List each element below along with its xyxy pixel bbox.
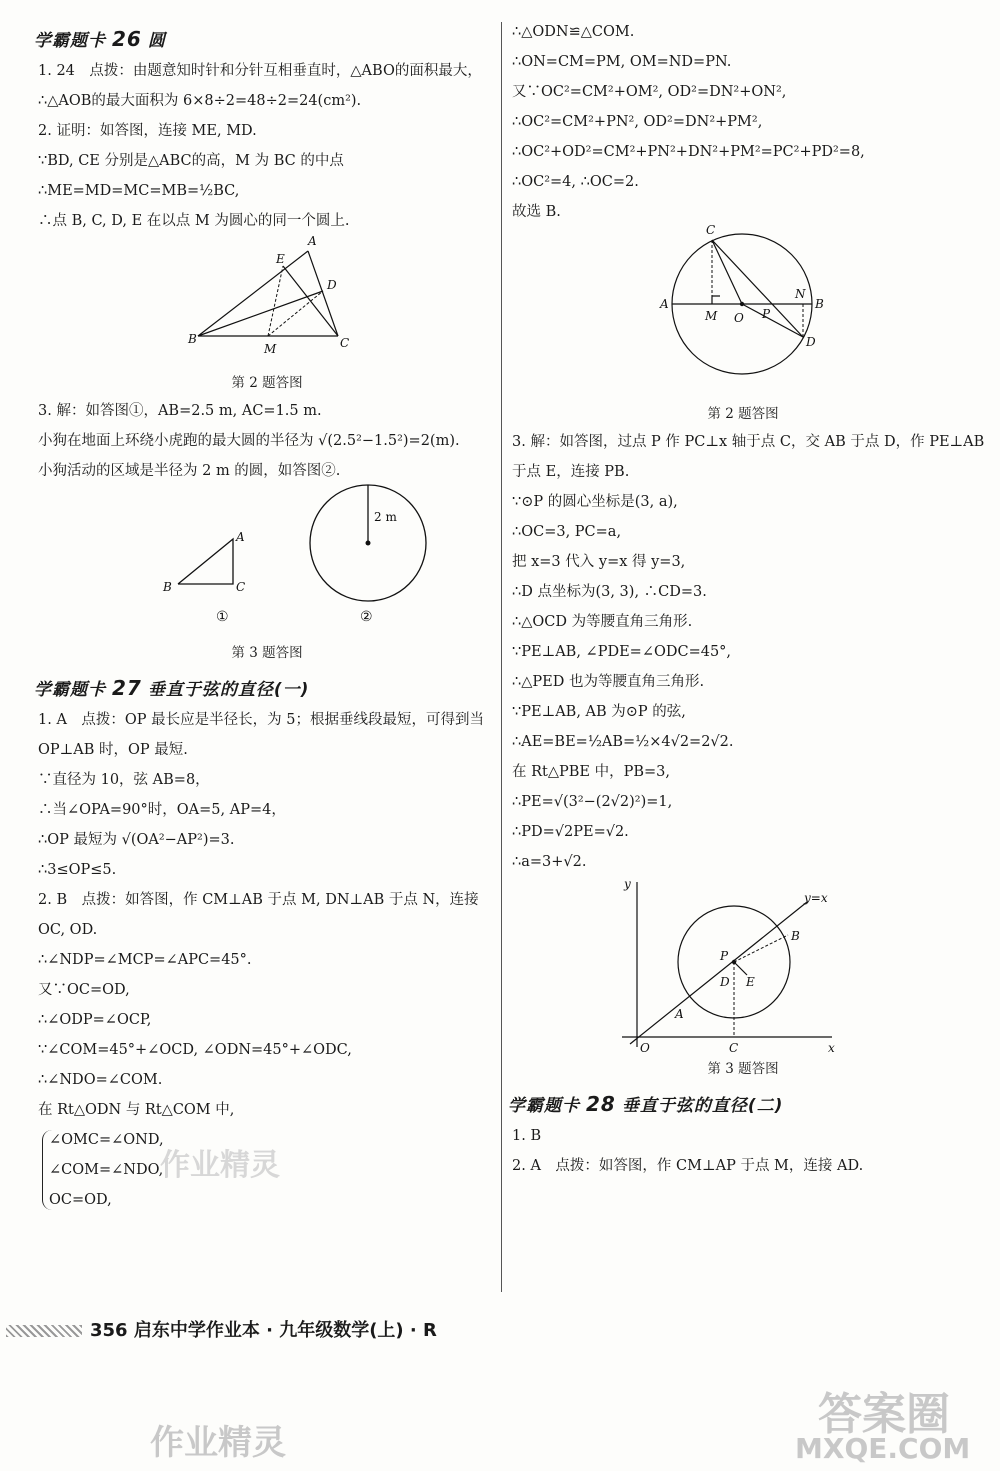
text-line: ∴点 B, C, D, E 在以点 M 为圆心的同一个圆上. [38, 213, 350, 229]
text-line: 3. 解：如答图①，AB=2.5 m, AC=1.5 m. [38, 403, 322, 419]
figure-caption: 第 3 题答图 [707, 1061, 779, 1077]
circle-figure [512, 222, 974, 402]
text-line: ∴ON=CM=PM, OM=ND=PN. [512, 54, 732, 70]
label-d: D [720, 975, 730, 989]
text-line: 1. A 点拨：OP 最长应是半径长，为 5；根据垂线段最短，可得到当 [38, 712, 485, 728]
text-line: 1. B [512, 1128, 542, 1144]
text-line: ∵直径为 10，弦 AB=8， [38, 772, 210, 788]
figure-label-1: ① [216, 609, 229, 625]
text-line: 2. B 点拨：如答图，作 CM⊥AB 于点 M, DN⊥AB 于点 N，连接 [38, 892, 479, 908]
text-line: ∵BD, CE 分别是△ABC的高，M 为 BC 的中点 [38, 153, 344, 169]
text-line: ∴△OCD 为等腰直角三角形. [512, 614, 693, 630]
label-c: C [729, 1041, 739, 1055]
label-m: M [264, 342, 277, 356]
text-line: 3. 解：如答图，过点 P 作 PC⊥x 轴于点 C，交 AB 于点 D，作 PE⊥AB [512, 434, 985, 450]
label-a: A [675, 1007, 684, 1021]
section-number: 26 [112, 27, 142, 51]
text-line: ∴a=3+√2. [512, 854, 587, 870]
equation-system [42, 1130, 164, 1210]
text-line: 2. 证明：如答图，连接 ME, MD. [38, 123, 257, 139]
page-footer [6, 1316, 437, 1342]
text-line: ∴OP 最短为 √(OA²−AP²)=3. [38, 832, 235, 848]
text-line: OP⊥AB 时，OP 最短. [38, 742, 188, 758]
label-o: O [734, 311, 744, 325]
text-line: ∴ME=MD=MC=MB=½BC, [38, 183, 240, 199]
watermark: 作业精灵 [150, 1423, 286, 1463]
label-a: A [660, 297, 669, 311]
label-p: P [720, 949, 729, 963]
label-c: C [236, 580, 246, 594]
text-line: ∴PE=√(3²−(2√2)²)=1, [512, 794, 673, 810]
section-title: 垂直于弦的直径(二) [621, 1096, 784, 1116]
text-line: 又∵OC²=CM²+OM², OD²=DN²+ON², [512, 84, 787, 100]
label-c: C [340, 336, 350, 350]
section-prefix: 学霸题卡 [508, 1096, 580, 1116]
section-prefix: 学霸题卡 [34, 31, 106, 51]
text-line: 小狗在地面上环绕小虎跑的最大圆的半径为 √(2.5²−1.5²)=2(m). [38, 433, 460, 449]
text-line: ∴△PED 也为等腰直角三角形. [512, 674, 705, 690]
text-line: ∠OMC=∠OND, [49, 1132, 164, 1148]
label-x-axis: x [828, 1041, 835, 1055]
section-number: 27 [112, 676, 142, 700]
section-title: 垂直于弦的直径(一) [147, 680, 310, 700]
text-line: ∴D 点坐标为(3, 3), ∴CD=3. [512, 584, 707, 600]
section-26-header [34, 26, 496, 51]
text-line: ∴OC=3, PC=a, [512, 524, 622, 540]
label-b: B [163, 580, 172, 594]
text-line: ∴PD=√2PE=√2. [512, 824, 629, 840]
label-e: E [276, 252, 285, 266]
text-line: 小狗活动的区域是半径为 2 m 的圆，如答图②. [38, 463, 341, 479]
right-column [508, 22, 985, 1176]
figure-caption: 第 2 题答图 [707, 406, 779, 422]
text-line: ∵⊙P 的圆心坐标是(3, a), [512, 494, 678, 510]
text-line: ∴AE=BE=½AB=½×4√2=2√2. [512, 734, 734, 750]
text-line: ∴OC²+OD²=CM²+PN²+DN²+PM²=PC²+PD²=8, [512, 144, 865, 160]
label-a: A [308, 234, 317, 248]
label-o: O [640, 1041, 650, 1055]
text-line: ∴3≤OP≤5. [38, 862, 117, 878]
left-column [34, 22, 496, 1210]
label-e: E [746, 975, 755, 989]
section-number: 28 [586, 1092, 616, 1116]
footer-hatch-decoration [6, 1325, 82, 1337]
text-line: OC, OD. [38, 922, 98, 938]
column-divider [501, 22, 502, 1292]
text-line: OC=OD, [49, 1192, 112, 1208]
text-line: 1. 24 点拨：由题意知时针和分针互相垂直时，△ABO的面积最大， [38, 63, 482, 79]
figure-label-2: ② [360, 609, 373, 625]
label-y-axis: y [624, 877, 631, 891]
label-b: B [188, 332, 197, 346]
text-line: 把 x=3 代入 y=x 得 y=3, [512, 554, 686, 570]
text-line: ∴当∠OPA=90°时，OA=5, AP=4， [38, 802, 286, 818]
watermark: MXQE.COM [795, 1432, 971, 1465]
radius-label: 2 m [374, 510, 397, 524]
section-27-header [34, 675, 496, 700]
label-c: C [706, 223, 716, 237]
triangle-figure [38, 231, 496, 371]
label-m: M [705, 309, 718, 323]
label-b: B [815, 297, 824, 311]
label-y-equals-x: y=x [804, 891, 828, 905]
text-line: 于点 E，连接 PB. [512, 464, 630, 480]
watermark: 作业精灵 [160, 1148, 280, 1183]
text-line: ∴△ODN≌△COM. [512, 24, 635, 40]
text-line: ∵PE⊥AB, ∠PDE=∠ODC=45°, [512, 644, 732, 660]
figure-3-drawings [38, 481, 496, 641]
text-line: 在 Rt△PBE 中，PB=3, [512, 764, 671, 780]
text-line: 故选 B. [512, 204, 561, 220]
text-line: ∴OC²=4, ∴OC=2. [512, 174, 639, 190]
text-line: ∴∠NDO=∠COM. [38, 1072, 163, 1088]
coordinate-figure [512, 872, 974, 1057]
text-line: ∴∠ODP=∠OCP, [38, 1012, 152, 1028]
footer-text: 356 启东中学作业本 · 九年级数学(上) · R [90, 1320, 437, 1341]
label-n: N [795, 287, 806, 301]
text-line: 在 Rt△ODN 与 Rt△COM 中, [38, 1102, 235, 1118]
section-prefix: 学霸题卡 [34, 680, 106, 700]
label-d: D [327, 278, 337, 292]
section-28-header [508, 1091, 974, 1116]
text-line: ∴△AOB的最大面积为 6×8÷2=48÷2=24(cm²). [38, 93, 362, 109]
text-line: ∵PE⊥AB, AB 为⊙P 的弦, [512, 704, 686, 720]
section-title: 圆 [147, 31, 166, 51]
text-line: ∠COM=∠NDO, [49, 1162, 164, 1178]
label-p: P [762, 307, 771, 321]
label-b: B [791, 929, 800, 943]
text-line: ∴OC²=CM²+PN², OD²=DN²+PM², [512, 114, 763, 130]
text-line: ∴∠NDP=∠MCP=∠APC=45°. [38, 952, 252, 968]
label-d: D [806, 335, 816, 349]
text-line: ∵∠COM=45°+∠OCD, ∠ODN=45°+∠ODC, [38, 1042, 352, 1058]
figure-caption: 第 2 题答图 [231, 375, 303, 391]
label-a: A [236, 530, 245, 544]
text-line: 又∵OC=OD, [38, 982, 130, 998]
figure-caption: 第 3 题答图 [231, 645, 303, 661]
text-line: 2. A 点拨：如答图，作 CM⊥AP 于点 M，连接 AD. [512, 1158, 864, 1174]
watermark: 答案圈 [818, 1389, 950, 1440]
